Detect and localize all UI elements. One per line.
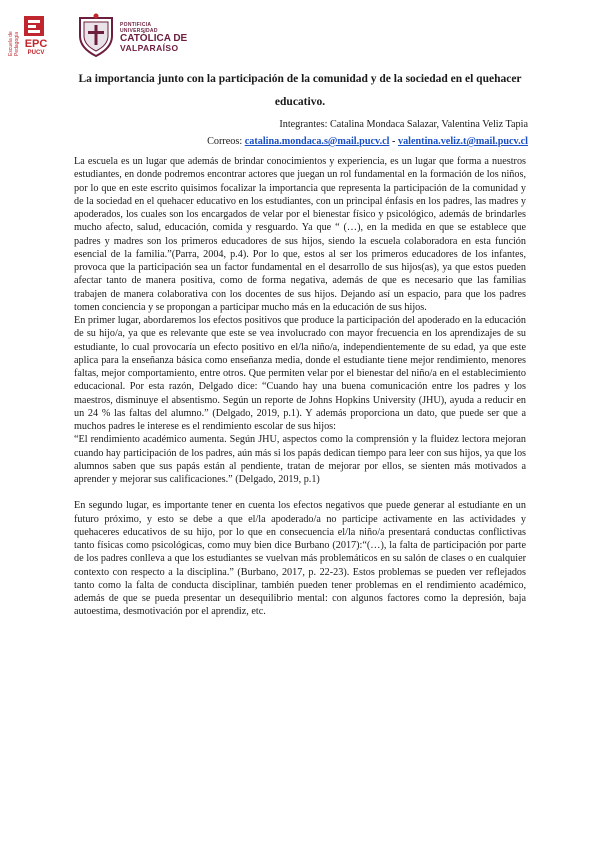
paragraph-negative-effects: En segundo lugar, es importante tener en cuenta los efectos negativos que puede generar al estudiante en un futuro próximo, y esto se debe a que el/la apoderado/a no participe activamente en las actividades y quehaceres educativos de su hijo, por lo que en consecuencia el/la niño/a presentará conductas conflictivas tanto físicas como psicológicas, como muy bien dice Burbano (2017):“(…), la falta de participación por parte de los padres conlleva a que los estudiantes se vuelvan más problemáticos en su salón de clases o en cualquier contexto con respecto a la disciplina.” (Burbano, 2017, p. 22-23). Estos problemas se pueden ver reflejados tanto como la falta de conducta disciplinar, también pueden tener problemas en el rendimiento académico, además de que se pueda presentar un desequilibrio mental: con algunos factores como la depresión, baja autoestima, desmotivación por el aprendiz, etc. — [74, 500, 526, 618]
university-name-line1: PONTIFICIA — [120, 22, 152, 28]
university-crest-icon — [76, 12, 116, 58]
authors-line: Integrantes: Catalina Mondaca Salazar, Valentina Veliz Tapia — [279, 119, 528, 130]
epc-logo — [8, 12, 60, 58]
paragraph-positive-effects: En primer lugar, abordaremos los efectos positivos que produce la participación del apoderado en la educación de su hijo/a, ya que es relevante que este se vea involucrado con mayor frecuencia en los aprendizajes de su estudiante, lo cual provocaría un efecto positivo en el/la niño/a, independientemente de su edad, ya que este aplica para la enseñanza básica como enseñanza media, donde el estudiante tiene mejor rendimiento, menores faltas, mejor comportamiento, entre otros. Que permiten velar por el bienestar del niño/a en el establecimiento educacional. Por esta razón, Delgado dice: “Cuando hay una buena comunicación entre los padres y los maestros, disminuye el absentismo. Según un reporte de Johns Hopkins University (JHU), ayuda a reducir en un 24 % las faltas del alumno.” (Delgado, 2019, p.1). Y además proporciona un dato, que puede ser que a muchos padres le interese es el rendimiento escolar de sus hijos: — [74, 315, 526, 432]
epc-logo-main: EPC — [24, 38, 48, 50]
emails-label: Correos: — [207, 136, 245, 147]
email-link-valentina[interactable]: valentina.veliz.t@mail.pucv.cl — [397, 136, 528, 147]
document-body — [74, 155, 526, 619]
header-logos — [8, 10, 268, 60]
emails-line — [207, 135, 528, 149]
university-name — [120, 22, 187, 53]
document-title: La importancia junto con la participación de la comunidad y de la sociedad en el quehacer educativo. — [78, 73, 522, 108]
email-separator: - — [389, 136, 398, 147]
epc-logo-sub: PUCV — [27, 50, 45, 56]
paragraph-intro: La escuela es un lugar que además de brindar conocimientos y experiencia, es un lugar que forma a nuestros estudiantes, en donde podremos encontrar actores que juegan un rol fundamental en la formación de los niños, por lo que en este escrito quisimos focalizar la importancia que representa la participación de la comunidad y de la sociedad en el quehacer educativo en los estudiantes, con un principal énfasis en los padres, las madres y apoderados, los cuales son los encargados de velar por el bienestar físico y psicológico, además de brindarles mucho afecto, salud, educación, comida y resguardo. Ya que “ (…), en la medida en que se establece que padres y madres son los primeros educadores de sus hijos, siendo la escuela colaboradora en esta función esencial de la familia.”(Parra, 2004, p.4). Por lo que, estos al ser los primeros educadores de los infantes, provoca que la participación sea un factor fundamental en el desarrollo de sus hijos(as), ya que estos pueden afectar tanto de manera positiva, como de forma negativa, además de que es necesario que las familias trabajen de manera colaborativa con los docentes de sus hijos. Dejando así un espacio, para que los padres tomen conciencia y se propongan a participar mucho más en la educación de sus hijos. — [74, 156, 526, 313]
university-name-line2: UNIVERSIDAD — [120, 28, 158, 34]
epc-emblem-icon — [22, 14, 46, 38]
paragraph-quote-jhu: “El rendimiento académico aumenta. Según JHU, aspectos como la comprensión y la fluidez lectora mejoran cuando hay participación de los padres, aún más si los papás dedican tiempo para leer con sus hijos, ya que los alumnos saben que sus papás están al pendiente, tratan de mejorar por ellos, se sienten más motivados a aprender y mejorar sus calificaciones.” (Delgado, 2019, p.1) — [74, 434, 526, 485]
email-link-catalina[interactable]: catalina.mondaca.s@mail.pucv.cl — [244, 136, 390, 147]
university-name-line4: VALPARAÍSO — [120, 43, 179, 53]
university-name-line3: CATÓLICA DE — [120, 33, 188, 44]
epc-logo-side-text: Escuela de Pedagogía — [8, 31, 20, 56]
